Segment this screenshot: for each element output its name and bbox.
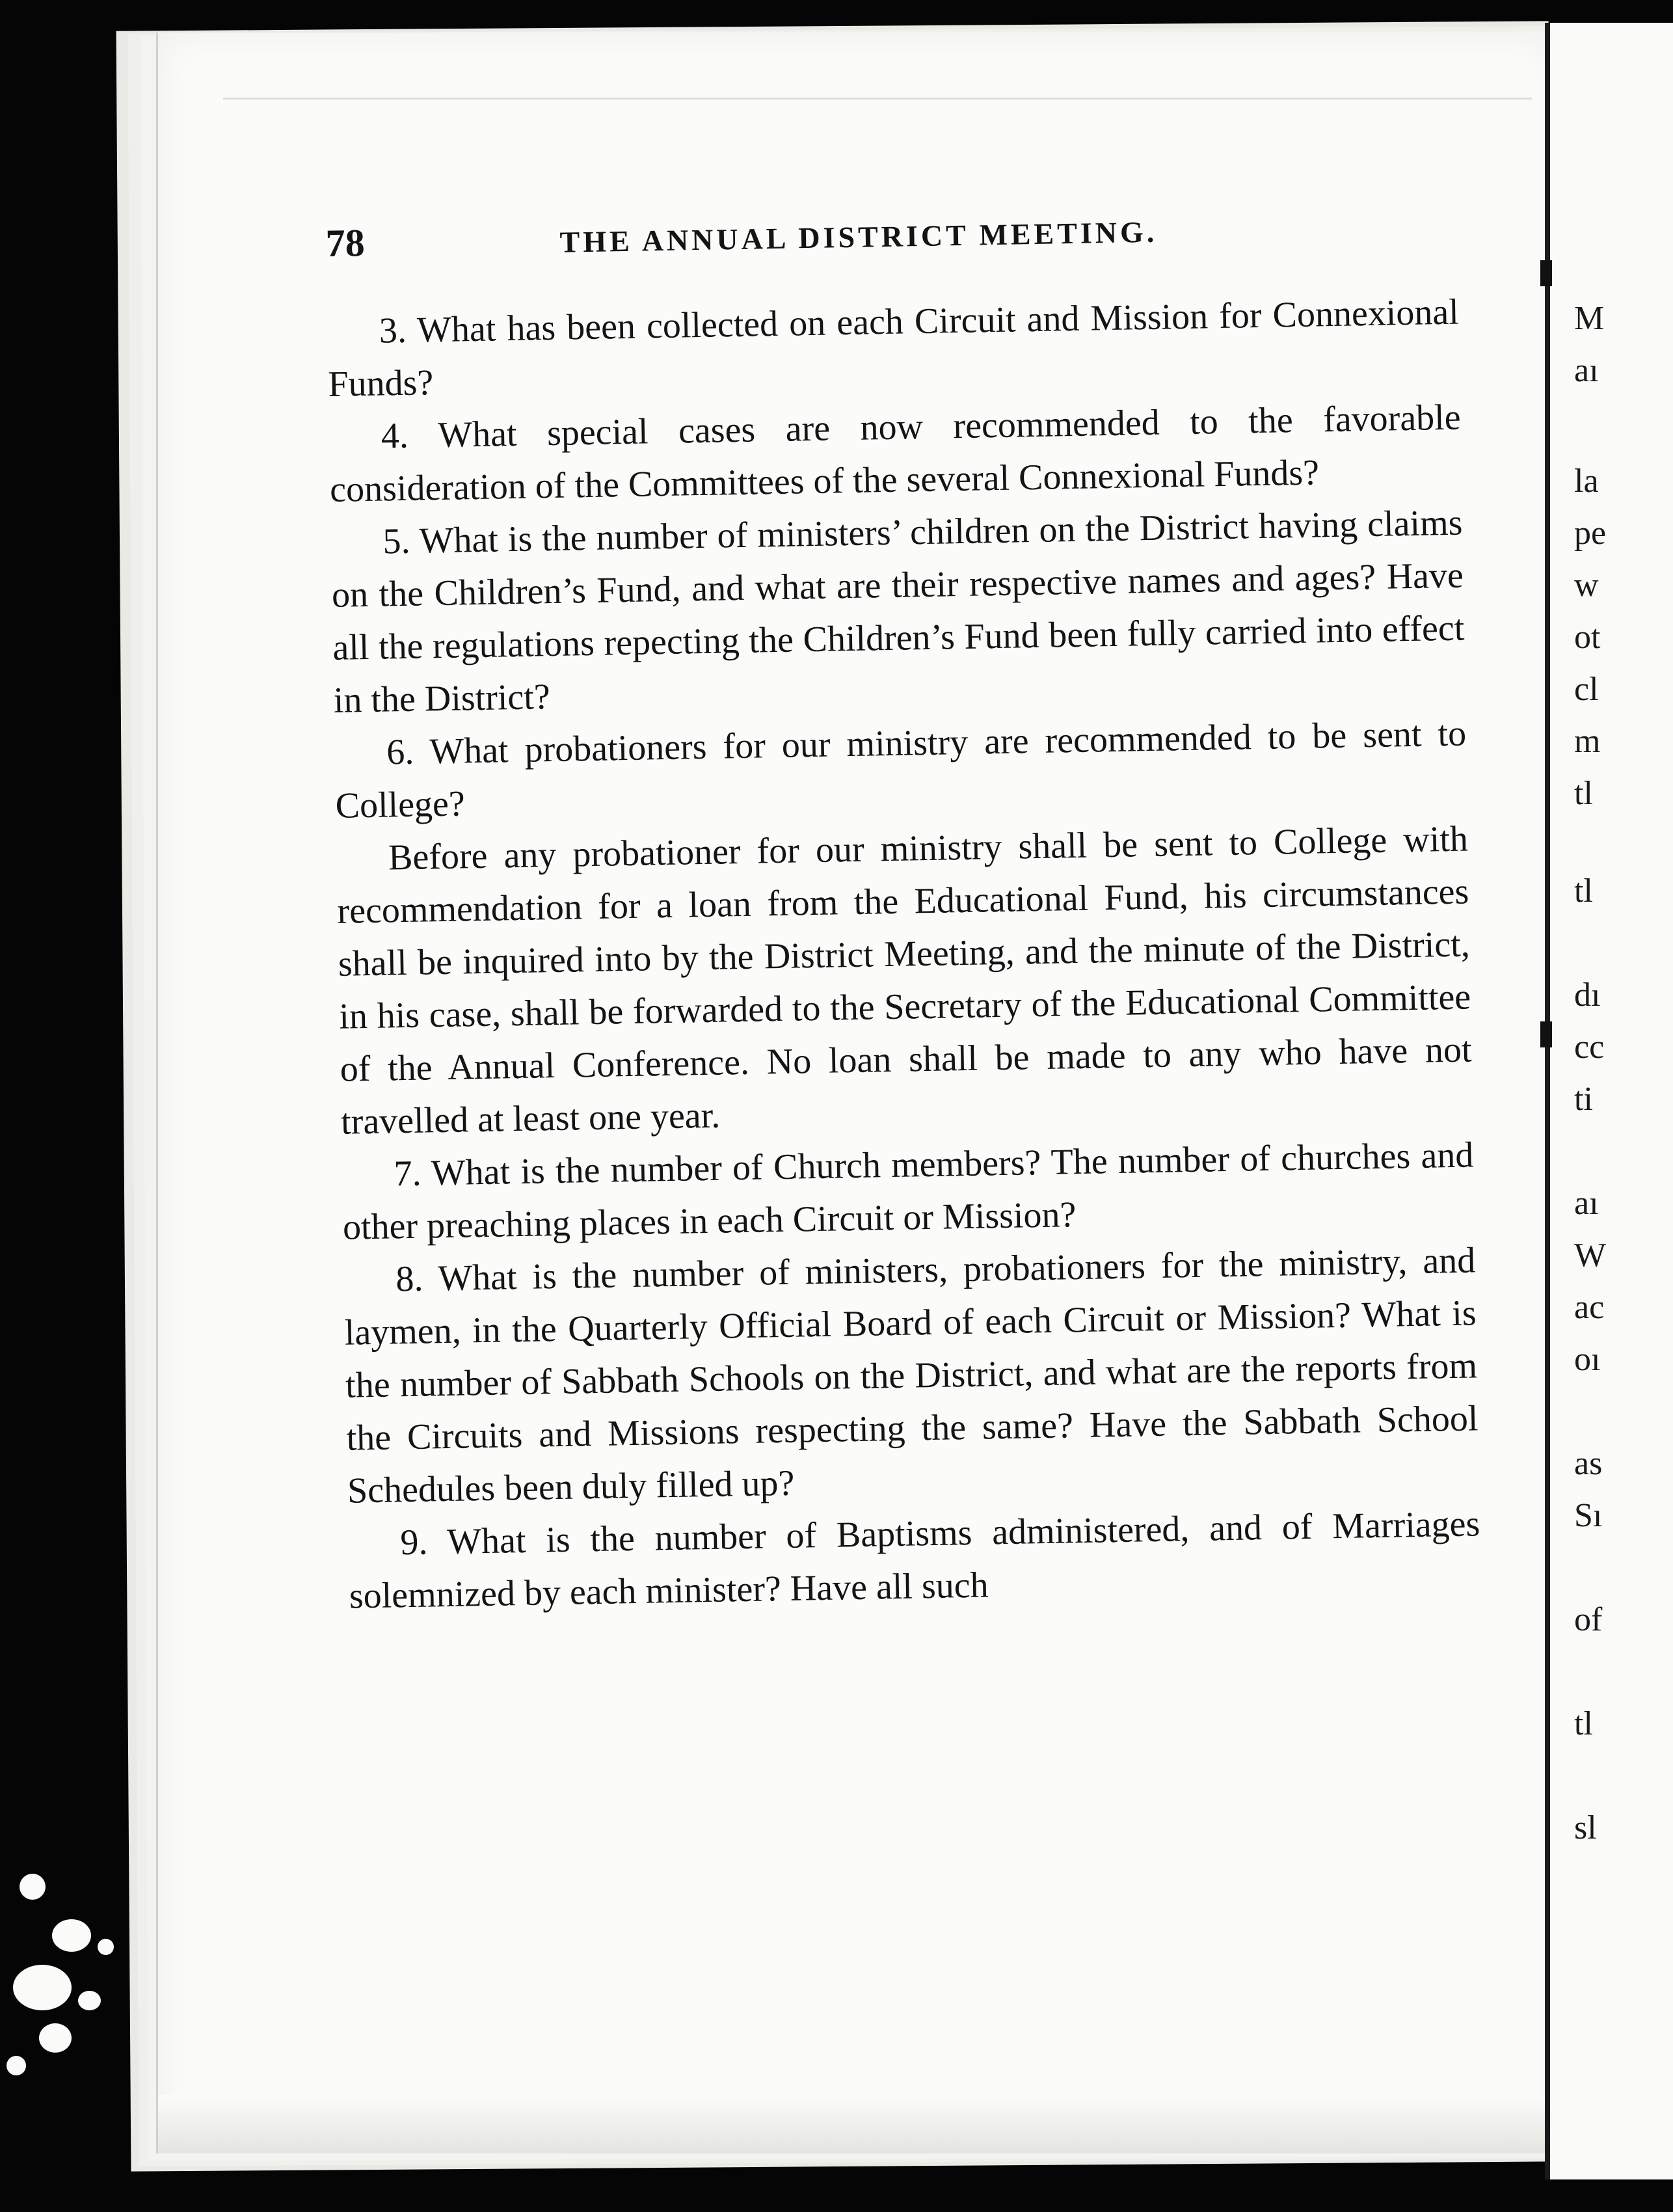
facing-fragment: ot [1574,619,1601,656]
running-head: THE ANNUAL DISTRICT MEETING. [559,215,1158,259]
facing-fragment: ti [1574,1081,1593,1118]
facing-fragment: cl [1574,671,1599,708]
college-loan-rule: Before any probationer for our ministry shall be sent to College with recommendation for a loan from the Educational Fund, his circumstances shall be inquired into by the District Meeting, and the minute of the District, in his case, shall be forwarded to the Secretary of the Educational Committee of the Annual Conference. No loan shall be made to any who have not travelled at least one year. [336,818,1473,1142]
facing-fragment: sl [1574,1809,1597,1846]
question-5: 5. What is the number of ministers’ children on the District having claims on the Children’s Fund, and what are their respective names and ages? Have all the regulations repecting the Children’s Fund been fully carried into effect in the District? [331,502,1465,721]
binding-mark [1540,1021,1552,1047]
facing-fragment: pe [1574,515,1607,552]
facing-fragment: cc [1574,1029,1605,1066]
facing-fragment: oı [1574,1341,1601,1378]
facing-fragment: aı [1574,352,1599,389]
facing-fragment: of [1574,1601,1603,1638]
facing-fragment: tl [1574,1705,1593,1742]
page-content [325,202,1481,1623]
facing-fragment: tl [1574,872,1593,910]
facing-fragment: M [1574,300,1605,337]
scan-speck [20,1874,46,1900]
page-number: 78 [325,221,366,265]
facing-fragment: ac [1574,1289,1605,1326]
facing-fragment: dı [1574,977,1601,1014]
question-7: 7. What is the number of Church members? The number of churches and other preaching places in each Circuit or Mission? [342,1135,1474,1248]
facing-fragment: W [1574,1237,1607,1274]
question-4: 4. What special cases are now recommended to the favorable consideration of the Committees of the several Connexional Funds? [329,397,1462,510]
question-9: 9. What is the number of Baptisms administered, and of Marriages solemnized by each minister? Have all such [349,1504,1480,1617]
scan-speck [39,2023,72,2053]
scan-speck [52,1919,91,1952]
question-6: 6. What probationers for our ministry are recommended to be sent to College? [335,713,1467,826]
facing-fragment: w [1574,567,1599,604]
scan-speck [7,2056,26,2075]
scan-speck [13,1965,72,2010]
facing-fragment: Sı [1574,1497,1603,1534]
scan-speck [98,1939,114,1955]
facing-fragment: as [1574,1445,1603,1482]
scan-speck [78,1991,101,2010]
facing-fragment: tl [1574,775,1593,812]
facing-fragment: m [1574,723,1601,760]
question-3: 3. What has been collected on each Circuit and Mission for Connexional Funds? [327,291,1460,405]
question-8: 8. What is the number of ministers, probationers for the ministry, and laymen, in the Quarterly Official Board of each Circuit or Mission? What is the number of Sabbath Schools on the District, and what are the reports from the Circuits and Missions respecting the same? Have the Sabbath School Schedules been duly filled up? [344,1240,1479,1511]
facing-fragment: aı [1574,1185,1599,1222]
facing-fragment: la [1574,463,1599,500]
binding-mark [1540,260,1552,286]
